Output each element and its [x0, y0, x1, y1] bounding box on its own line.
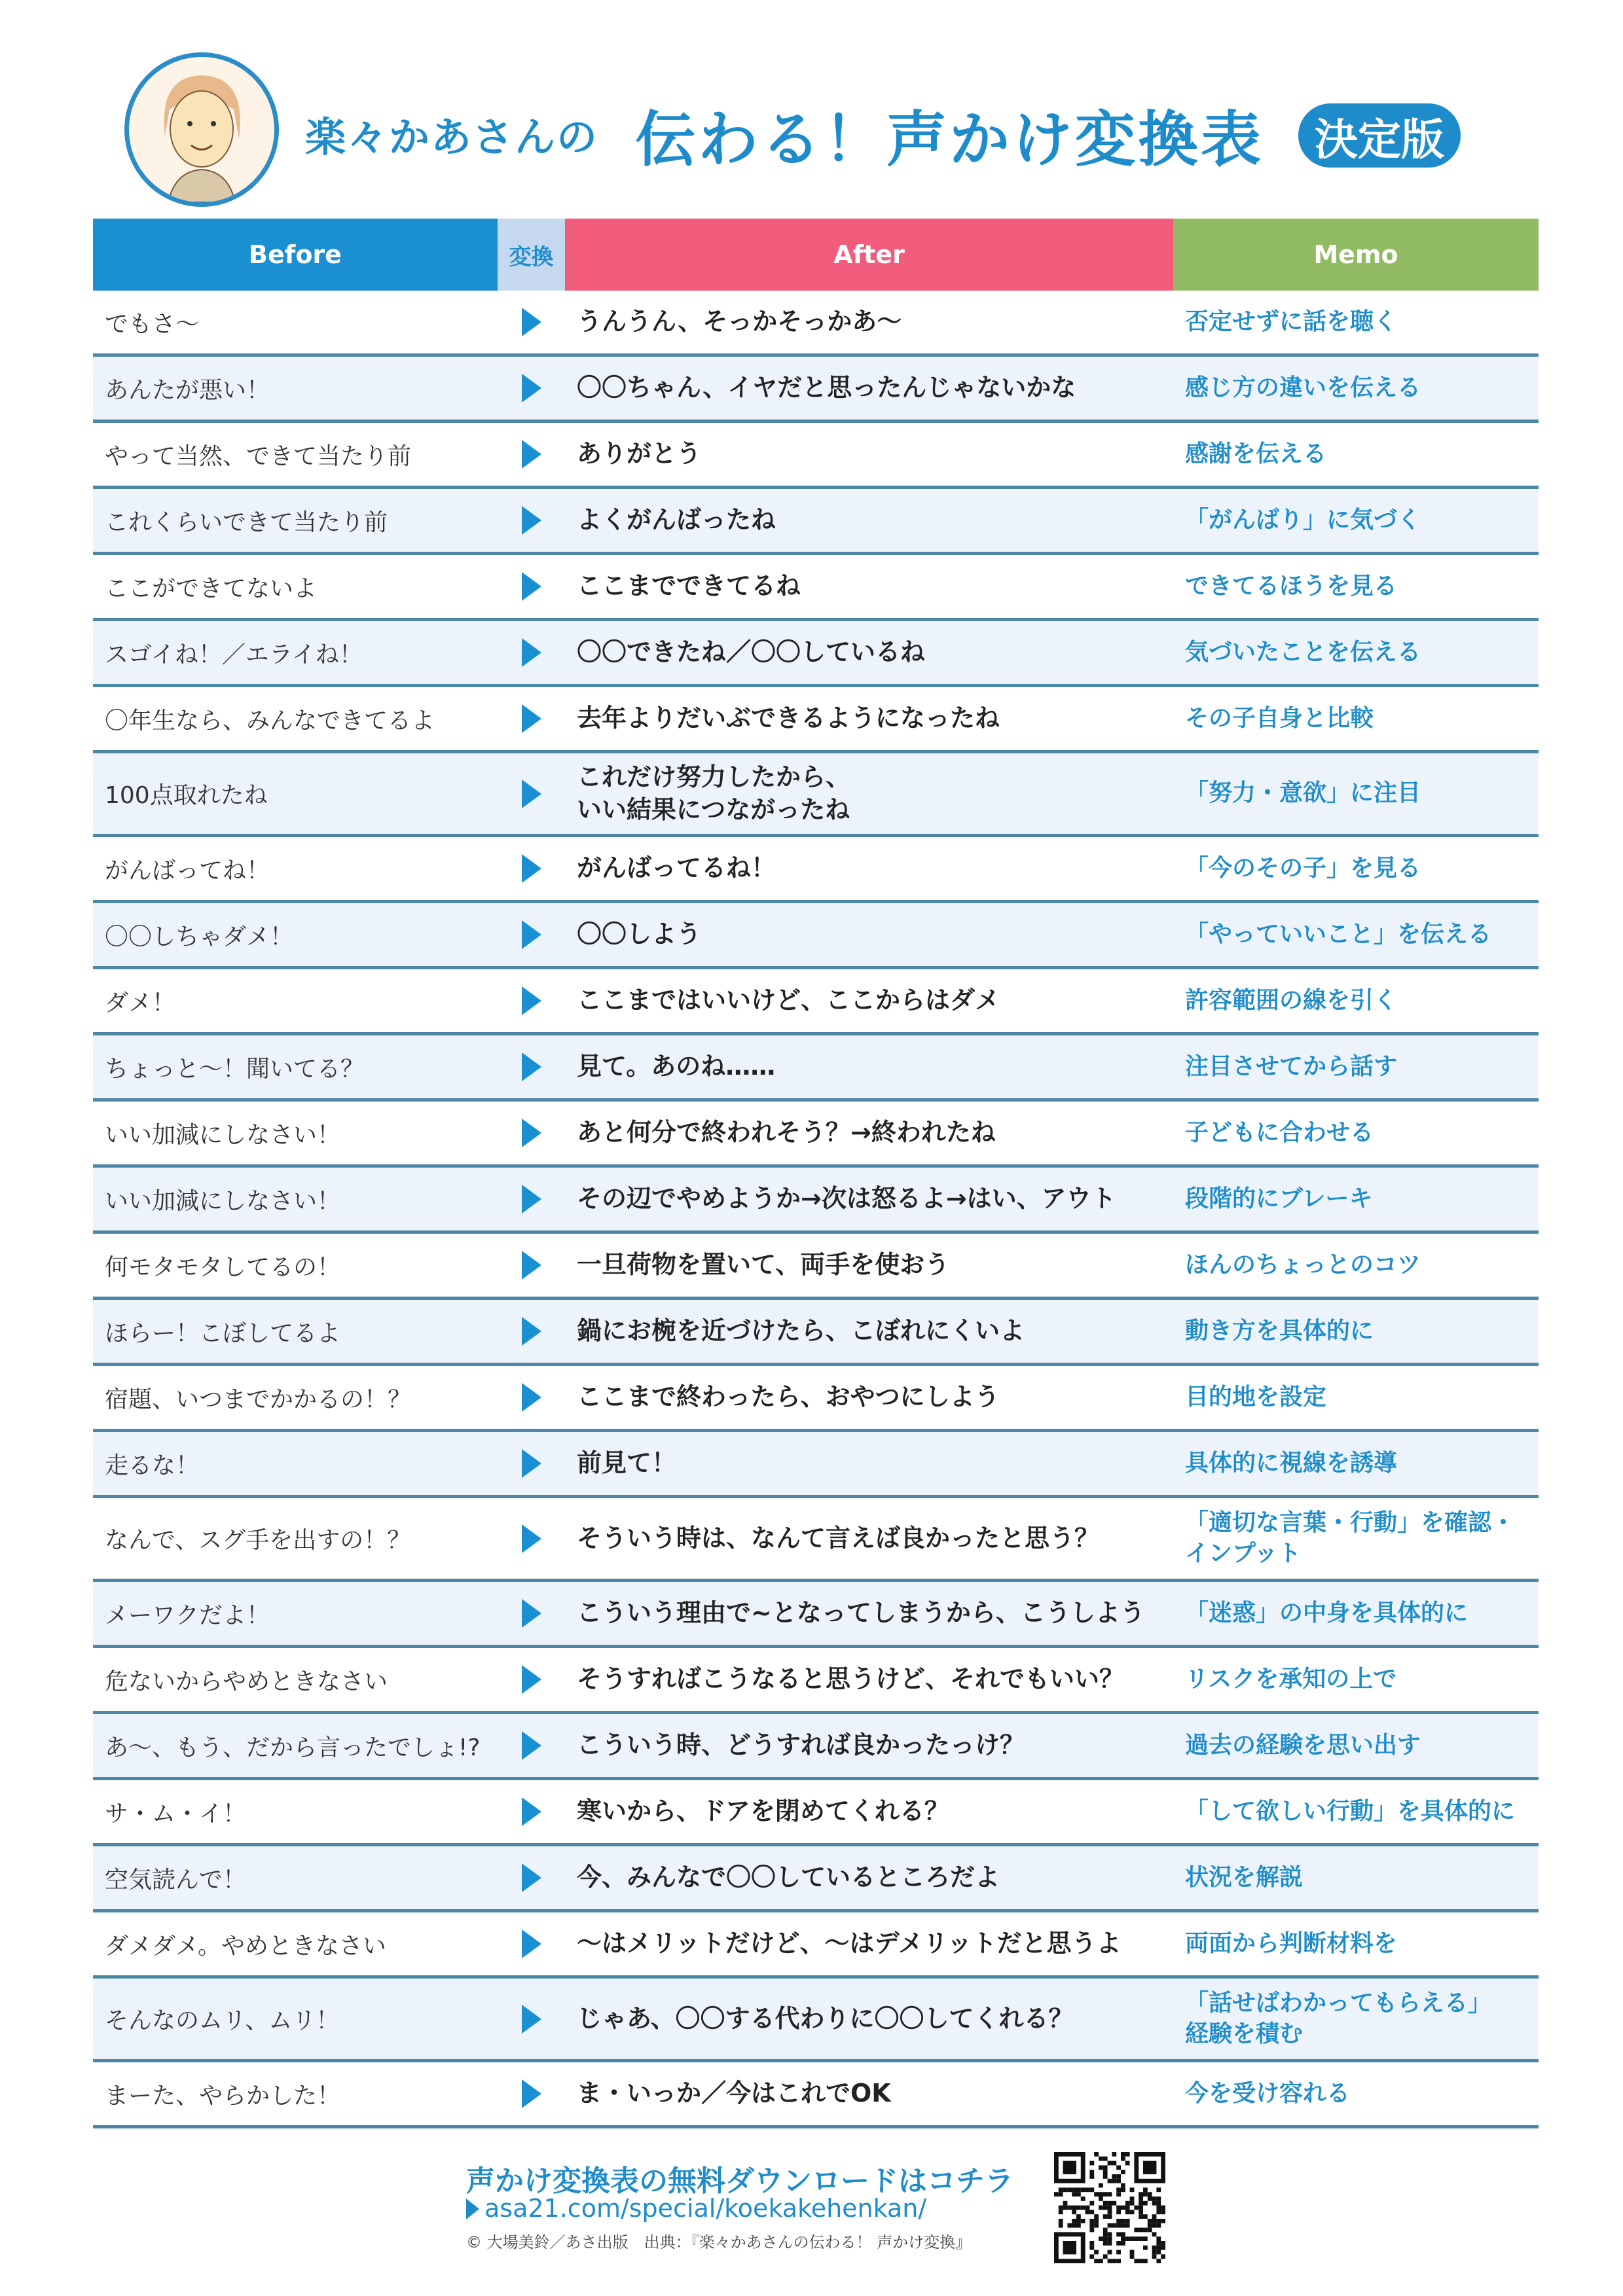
- conversion-arrow: [498, 1665, 565, 1694]
- triangle-arrow-icon: [522, 1052, 541, 1081]
- after-phrase: こういう理由で~となってしまうから、こうしよう: [577, 1598, 1145, 1628]
- memo-note: 「迷惑」の中身を具体的に: [1185, 1599, 1468, 1626]
- after-phrase: ここまでできてるね: [577, 571, 801, 601]
- conversion-arrow: [498, 1599, 565, 1628]
- table-row: [93, 969, 1539, 1035]
- conversion-arrow: [498, 780, 565, 808]
- triangle-arrow-icon: [522, 1524, 541, 1553]
- before-phrase: そんなのムリ、ムリ！: [105, 2007, 340, 2034]
- conversion-table-body: [93, 291, 1539, 2128]
- memo-note: 「がんばり」に気づく: [1185, 506, 1421, 533]
- before-phrase: サ・ム・イ！: [105, 1800, 247, 1827]
- conversion-arrow: [498, 1383, 565, 1412]
- conversion-arrow: [498, 704, 565, 733]
- memo-note: 目的地を設定: [1185, 1383, 1327, 1410]
- table-row: [93, 1648, 1539, 1714]
- qr-code-icon[interactable]: [1054, 2152, 1165, 2263]
- after-phrase: あと何分で終われそう？→終われたね: [577, 1118, 996, 1147]
- triangle-arrow-icon: [522, 1929, 541, 1958]
- face-icon: [129, 57, 274, 202]
- column-header-conversion: 変換: [498, 219, 565, 291]
- memo-note: 否定せずに話を聴く: [1185, 308, 1398, 335]
- table-row: [93, 1780, 1539, 1846]
- download-heading: 声かけ変換表の無料ダウンロードはコチラ: [466, 2164, 1013, 2198]
- triangle-arrow-icon: [522, 308, 541, 336]
- before-phrase: 100点取れたね: [105, 782, 268, 809]
- triangle-arrow-icon: [522, 1251, 541, 1280]
- after-phrase: ま・いっか／今はこれでOK: [577, 2079, 891, 2108]
- before-phrase: 危ないからやめときなさい: [105, 1668, 388, 1695]
- before-phrase: なんで、スグ手を出すの！？: [105, 1527, 411, 1554]
- table-row: [93, 1234, 1539, 1300]
- table-row: [93, 1102, 1539, 1168]
- after-phrase: そうすればこうなると思うけど、それでもいい？: [577, 1664, 1125, 1694]
- conversion-arrow: [498, 1524, 565, 1553]
- memo-note: できてるほうを見る: [1185, 572, 1398, 600]
- memo-note: 具体的に視線を誘導: [1185, 1449, 1398, 1477]
- after-phrase: ここまで終わったら、おやつにしよう: [577, 1382, 1000, 1412]
- triangle-arrow-icon: [522, 2079, 541, 2108]
- table-row: [93, 903, 1539, 969]
- triangle-arrow-icon: [522, 1731, 541, 1760]
- triangle-arrow-icon: [522, 854, 541, 883]
- before-phrase: ダメダメ。やめときなさい: [105, 1932, 386, 1960]
- after-phrase: ここまではいいけど、ここからはダメ: [577, 986, 1000, 1015]
- page-title: 伝わる！声かけ変換表: [635, 105, 1264, 175]
- table-row: [93, 555, 1539, 621]
- table-row: [93, 753, 1539, 837]
- triangle-arrow-icon: [522, 2005, 541, 2034]
- after-phrase: 今、みんなで〇〇しているところだよ: [577, 1863, 1000, 1892]
- table-row: [93, 291, 1539, 357]
- memo-note: 子どもに合わせる: [1185, 1119, 1374, 1146]
- triangle-arrow-icon: [522, 704, 541, 733]
- table-row: [93, 489, 1539, 555]
- before-phrase: いい加減にしなさい！: [105, 1187, 341, 1215]
- download-url[interactable]: asa21.com/special/koekakehenkan/: [484, 2194, 927, 2223]
- triangle-arrow-icon: [522, 1863, 541, 1892]
- before-phrase: 宿題、いつまでかかるの！？: [105, 1386, 412, 1413]
- table-row: [93, 687, 1539, 753]
- before-phrase: やって当然、できて当たり前: [105, 442, 412, 470]
- table-header: [93, 219, 1539, 291]
- after-phrase: 〇〇しよう: [577, 920, 702, 949]
- triangle-arrow-icon: [522, 506, 541, 535]
- conversion-arrow: [498, 638, 565, 667]
- memo-note: 「やっていいこと」を伝える: [1185, 920, 1492, 948]
- triangle-arrow-icon: [522, 1383, 541, 1412]
- triangle-arrow-icon: [522, 920, 541, 949]
- before-phrase: でもさ〜: [105, 310, 200, 338]
- table-row: [93, 1912, 1539, 1979]
- conversion-arrow: [498, 986, 565, 1015]
- memo-note: その子自身と比較: [1185, 704, 1374, 732]
- conversion-arrow: [498, 1052, 565, 1081]
- conversion-arrow: [498, 308, 565, 336]
- memo-note: 「今のその子」を見る: [1185, 854, 1421, 882]
- after-phrase: これだけ努力したから、 いい結果につながったね: [577, 762, 851, 824]
- before-phrase: ダメ！: [105, 989, 176, 1016]
- after-phrase: 一旦荷物を置いて、両手を使おう: [577, 1250, 950, 1280]
- triangle-arrow-icon: [522, 1449, 541, 1478]
- copyright-credit: © 大場美鈴／あさ出版 出典：『楽々かあさんの伝わる！ 声かけ変換』: [466, 2233, 972, 2251]
- table-row: [93, 1300, 1539, 1366]
- table-row: [93, 1714, 1539, 1780]
- triangle-arrow-icon: [522, 572, 541, 601]
- memo-note: ほんのちょっとのコツ: [1185, 1251, 1421, 1278]
- memo-note: 状況を解説: [1185, 1863, 1304, 1891]
- after-phrase: 〇〇できたね／〇〇しているね: [577, 637, 926, 667]
- before-phrase: 走るな！: [105, 1452, 200, 1479]
- memo-note: 両面から判断材料を: [1185, 1929, 1398, 1957]
- triangle-arrow-icon: [522, 638, 541, 667]
- mother-avatar-illustration: [124, 52, 279, 207]
- after-phrase: 寒いから、ドアを閉めてくれる？: [577, 1797, 949, 1826]
- after-phrase: 鍋にお椀を近づけたら、こぼれにくいよ: [577, 1316, 1025, 1346]
- table-row: [93, 1035, 1539, 1102]
- after-phrase: ありがとう: [577, 439, 702, 469]
- table-row: [93, 423, 1539, 489]
- after-phrase: 見て。あのね……: [577, 1052, 776, 1081]
- before-phrase: 〇年生なら、みんなできてるよ: [105, 707, 435, 734]
- before-phrase: あんたが悪い！: [105, 376, 270, 404]
- triangle-arrow-icon: [522, 374, 541, 403]
- memo-note: 感謝を伝える: [1185, 440, 1327, 467]
- table-row: [93, 1432, 1539, 1498]
- before-phrase: スゴイね！／エライね！: [105, 641, 363, 668]
- table-row: [93, 357, 1539, 423]
- memo-note: 感じ方の違いを伝える: [1185, 374, 1421, 401]
- before-phrase: これくらいできて当たり前: [105, 509, 388, 536]
- column-header-before: Before: [93, 219, 498, 291]
- memo-note: 注目させてから話す: [1185, 1052, 1398, 1080]
- after-phrase: こういう時、どうすれば良かったっけ？: [577, 1731, 1025, 1760]
- download-link[interactable]: [466, 2194, 926, 2223]
- conversion-arrow: [498, 2005, 565, 2034]
- after-phrase: 〜はメリットだけど、〜はデメリットだと思うよ: [577, 1929, 1122, 1958]
- memo-note: 今を受け容れる: [1185, 2079, 1351, 2107]
- before-phrase: いい加減にしなさい！: [105, 1121, 341, 1149]
- memo-note: 「話せばわかってもらえる」 経験を積む: [1185, 1989, 1492, 2047]
- before-phrase: ここができてないよ: [105, 575, 318, 602]
- table-row: [93, 621, 1539, 687]
- triangle-arrow-icon: [522, 440, 541, 469]
- conversion-arrow: [498, 1119, 565, 1147]
- memo-note: 「努力・意欲」に注目: [1185, 780, 1421, 807]
- before-phrase: あ〜、もう、だから言ったでしょ!?: [105, 1734, 481, 1761]
- conversion-arrow: [498, 2079, 565, 2108]
- memo-note: 「適切な言葉・行動」を確認・ インプット: [1185, 1509, 1516, 1567]
- table-row: [93, 1498, 1539, 1582]
- conversion-arrow: [498, 572, 565, 601]
- conversion-arrow: [498, 1185, 565, 1213]
- conversion-arrow: [498, 1863, 565, 1892]
- after-phrase: その辺でやめようか→次は怒るよ→はい、アウト: [577, 1184, 1116, 1213]
- memo-note: 段階的にブレーキ: [1185, 1185, 1373, 1212]
- before-phrase: ほらー！こぼしてるよ: [105, 1319, 341, 1347]
- memo-note: 許容範囲の線を引く: [1185, 986, 1398, 1014]
- before-phrase: がんばってね！: [105, 857, 270, 884]
- table-row: [93, 1979, 1539, 2062]
- triangle-arrow-icon: [522, 1665, 541, 1694]
- before-phrase: 何モタモタしてるの！: [105, 1253, 341, 1281]
- after-phrase: がんばってるね！: [577, 853, 776, 883]
- table-row: [93, 2062, 1539, 2128]
- triangle-arrow-icon: [522, 1797, 541, 1826]
- after-phrase: 前見て！: [577, 1448, 677, 1478]
- triangle-arrow-icon: [522, 1599, 541, 1628]
- memo-note: リスクを承知の上で: [1185, 1665, 1397, 1693]
- memo-note: 「して欲しい行動」を具体的に: [1185, 1797, 1516, 1825]
- conversion-arrow: [498, 1251, 565, 1280]
- after-phrase: うんうん、そっかそっかあ〜: [577, 307, 902, 336]
- conversion-arrow: [498, 1929, 565, 1958]
- triangle-arrow-icon: [522, 1119, 541, 1147]
- triangle-arrow-icon: [522, 986, 541, 1015]
- after-phrase: 〇〇ちゃん、イヤだと思ったんじゃないかな: [577, 373, 1076, 403]
- before-phrase: 〇〇しちゃダメ！: [105, 923, 294, 950]
- conversion-arrow: [498, 1731, 565, 1760]
- after-phrase: よくがんばったね: [577, 505, 776, 535]
- memo-note: 動き方を具体的に: [1185, 1317, 1374, 1344]
- conversion-arrow: [498, 920, 565, 949]
- memo-note: 過去の経験を思い出す: [1185, 1731, 1421, 1759]
- after-phrase: そういう時は、なんて言えば良かったと思う？: [577, 1523, 1100, 1552]
- before-phrase: ちょっと〜！聞いてる？: [105, 1055, 365, 1083]
- title-prefix: 楽々かあさんの: [305, 113, 599, 161]
- conversion-arrow: [498, 1317, 565, 1346]
- triangle-arrow-icon: [522, 1317, 541, 1346]
- play-arrow-icon: [466, 2198, 479, 2219]
- edition-badge: 決定版: [1298, 103, 1461, 168]
- conversion-arrow: [498, 506, 565, 535]
- memo-note: 気づいたことを伝える: [1185, 638, 1421, 666]
- after-phrase: 去年よりだいぶできるようになったね: [577, 704, 1000, 733]
- column-header-after: After: [565, 219, 1173, 291]
- before-phrase: メーワクだよ！: [105, 1602, 270, 1629]
- table-row: [93, 1168, 1539, 1234]
- table-row: [93, 1846, 1539, 1912]
- conversion-arrow: [498, 440, 565, 469]
- after-phrase: じゃあ、〇〇する代わりに〇〇してくれる？: [577, 2003, 1074, 2033]
- conversion-arrow: [498, 374, 565, 403]
- table-row: [93, 1366, 1539, 1432]
- triangle-arrow-icon: [522, 1185, 541, 1213]
- table-row: [93, 837, 1539, 903]
- table-row: [93, 1582, 1539, 1648]
- triangle-arrow-icon: [522, 780, 541, 808]
- conversion-arrow: [498, 854, 565, 883]
- conversion-arrow: [498, 1797, 565, 1826]
- conversion-arrow: [498, 1449, 565, 1478]
- column-header-memo: Memo: [1173, 219, 1539, 291]
- before-phrase: 空気読んで！: [105, 1866, 247, 1893]
- before-phrase: まーた、やらかした！: [105, 2082, 341, 2109]
